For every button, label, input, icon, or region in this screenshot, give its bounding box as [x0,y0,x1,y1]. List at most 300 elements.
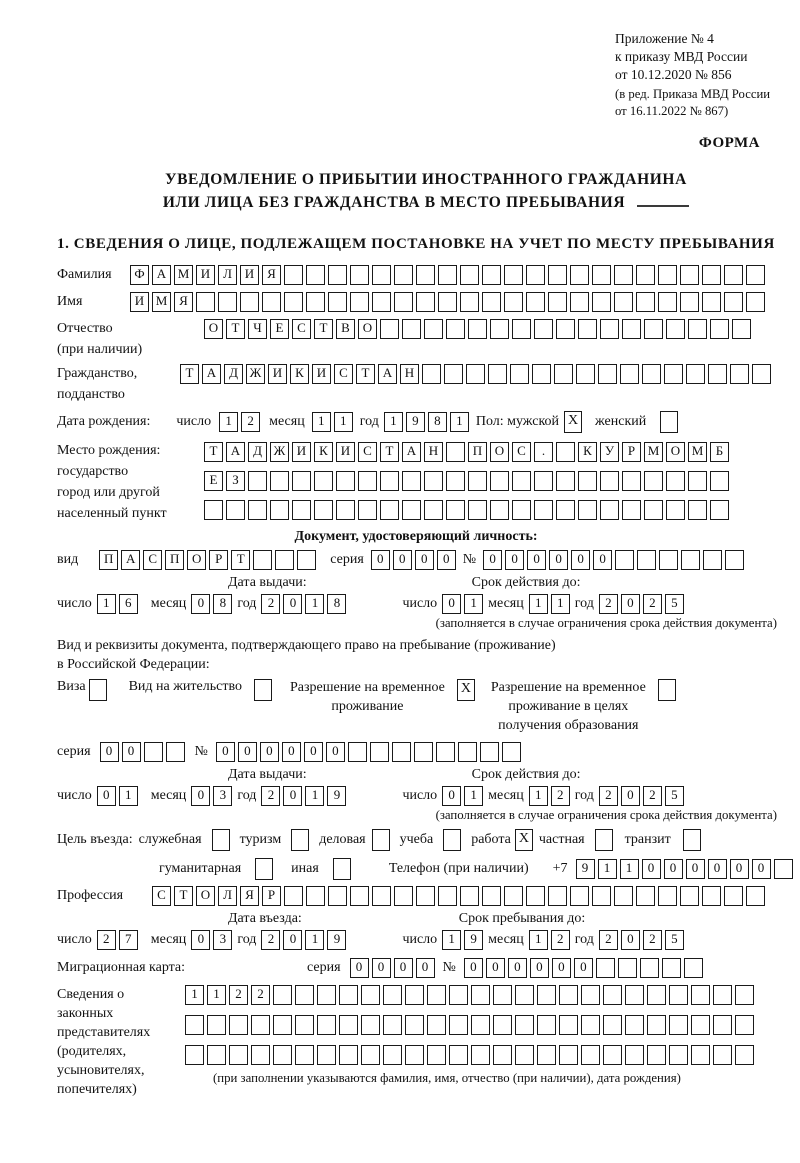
char-box[interactable] [710,319,729,339]
char-box[interactable]: 1 [207,985,226,1005]
char-box[interactable] [642,364,661,384]
char-box[interactable] [422,364,441,384]
char-box[interactable]: К [290,364,309,384]
char-box[interactable] [559,1045,578,1065]
char-box[interactable] [339,985,358,1005]
char-box[interactable]: Т [356,364,375,384]
char-box[interactable] [166,742,185,762]
char-box[interactable]: 8 [213,594,232,614]
char-box[interactable]: Д [248,442,267,462]
char-box[interactable] [372,292,391,312]
char-box[interactable] [532,364,551,384]
char-box[interactable] [644,471,663,491]
char-box[interactable]: 2 [643,594,662,614]
char-box[interactable] [576,364,595,384]
char-box[interactable] [556,442,575,462]
char-box[interactable] [603,985,622,1005]
char-box[interactable]: Р [209,550,228,570]
char-box[interactable] [559,985,578,1005]
char-box[interactable] [493,1015,512,1035]
char-box[interactable] [534,500,553,520]
char-box[interactable]: И [130,292,149,312]
visa-checkbox[interactable] [89,679,107,701]
char-box[interactable] [515,985,534,1005]
char-box[interactable]: 1 [384,412,403,432]
char-box[interactable]: 2 [241,412,260,432]
char-box[interactable] [468,471,487,491]
char-box[interactable] [449,1015,468,1035]
char-box[interactable] [372,886,391,906]
char-box[interactable] [427,985,446,1005]
char-box[interactable]: О [187,550,206,570]
char-box[interactable] [405,1045,424,1065]
char-box[interactable] [640,958,659,978]
char-box[interactable]: С [358,442,377,462]
char-box[interactable] [510,364,529,384]
char-box[interactable] [196,292,215,312]
char-box[interactable] [482,292,501,312]
char-box[interactable]: 1 [598,859,617,879]
char-box[interactable] [526,292,545,312]
char-box[interactable] [636,886,655,906]
char-box[interactable] [724,265,743,285]
char-box[interactable] [471,1045,490,1065]
char-box[interactable]: 0 [642,859,661,879]
char-box[interactable]: 6 [119,594,138,614]
char-box[interactable] [556,471,575,491]
char-box[interactable]: . [534,442,553,462]
char-box[interactable]: С [143,550,162,570]
char-box[interactable] [618,958,637,978]
char-box[interactable] [251,1045,270,1065]
char-box[interactable] [702,886,721,906]
char-box[interactable] [622,319,641,339]
char-box[interactable]: 2 [251,985,270,1005]
char-box[interactable] [471,985,490,1005]
char-box[interactable]: Е [204,471,223,491]
char-box[interactable]: 0 [437,550,456,570]
char-box[interactable]: 0 [393,550,412,570]
char-box[interactable]: И [292,442,311,462]
temp-permit-edu-checkbox[interactable] [658,679,676,701]
char-box[interactable] [424,500,443,520]
char-box[interactable]: 1 [529,786,548,806]
char-box[interactable]: И [196,265,215,285]
char-box[interactable]: О [358,319,377,339]
char-box[interactable] [600,471,619,491]
char-box[interactable] [383,985,402,1005]
char-box[interactable] [314,500,333,520]
char-box[interactable]: 8 [428,412,447,432]
char-box[interactable] [724,292,743,312]
char-box[interactable] [380,319,399,339]
char-box[interactable] [394,292,413,312]
char-box[interactable]: Т [174,886,193,906]
char-box[interactable]: З [226,471,245,491]
char-box[interactable] [658,886,677,906]
char-box[interactable] [436,742,455,762]
char-box[interactable] [427,1045,446,1065]
char-box[interactable]: У [600,442,619,462]
char-box[interactable] [735,1015,754,1035]
char-box[interactable] [493,1045,512,1065]
char-box[interactable] [578,471,597,491]
char-box[interactable] [534,471,553,491]
char-box[interactable] [275,550,294,570]
char-box[interactable] [306,265,325,285]
char-box[interactable] [703,550,722,570]
char-box[interactable] [449,1045,468,1065]
char-box[interactable] [662,958,681,978]
char-box[interactable]: 5 [665,930,684,950]
char-box[interactable]: Л [218,886,237,906]
char-box[interactable]: П [468,442,487,462]
char-box[interactable] [424,471,443,491]
char-box[interactable]: Ч [248,319,267,339]
char-box[interactable] [328,292,347,312]
char-box[interactable]: К [578,442,597,462]
char-box[interactable]: 0 [593,550,612,570]
char-box[interactable]: 2 [551,786,570,806]
char-box[interactable]: 1 [97,594,116,614]
char-box[interactable]: 0 [97,786,116,806]
char-box[interactable] [669,1045,688,1065]
char-box[interactable]: 1 [450,412,469,432]
char-box[interactable]: 9 [576,859,595,879]
char-box[interactable]: 0 [283,594,302,614]
char-box[interactable] [207,1015,226,1035]
char-box[interactable] [348,742,367,762]
char-box[interactable] [248,471,267,491]
char-box[interactable]: М [644,442,663,462]
purpose-business-checkbox[interactable] [372,829,390,851]
char-box[interactable]: 0 [191,930,210,950]
char-box[interactable] [603,1015,622,1035]
char-box[interactable]: С [512,442,531,462]
char-box[interactable] [708,364,727,384]
char-box[interactable]: Я [262,265,281,285]
char-box[interactable] [438,265,457,285]
char-box[interactable]: 0 [708,859,727,879]
char-box[interactable] [515,1015,534,1035]
char-box[interactable] [502,742,521,762]
char-box[interactable] [416,292,435,312]
char-box[interactable]: 3 [213,930,232,950]
char-box[interactable]: 0 [571,550,590,570]
char-box[interactable] [622,500,641,520]
char-box[interactable] [548,292,567,312]
char-box[interactable] [482,886,501,906]
char-box[interactable]: П [165,550,184,570]
char-box[interactable]: 2 [97,930,116,950]
char-box[interactable]: 1 [312,412,331,432]
char-box[interactable]: 5 [665,786,684,806]
char-box[interactable]: 0 [282,742,301,762]
char-box[interactable] [548,265,567,285]
char-box[interactable] [380,471,399,491]
char-box[interactable] [526,886,545,906]
char-box[interactable]: 0 [483,550,502,570]
char-box[interactable]: 9 [327,930,346,950]
char-box[interactable]: А [202,364,221,384]
char-box[interactable]: 0 [415,550,434,570]
char-box[interactable] [512,500,531,520]
char-box[interactable] [284,292,303,312]
char-box[interactable]: 1 [305,786,324,806]
char-box[interactable]: 0 [442,786,461,806]
char-box[interactable]: 0 [508,958,527,978]
char-box[interactable] [480,742,499,762]
char-box[interactable] [600,500,619,520]
char-box[interactable] [680,886,699,906]
char-box[interactable] [622,471,641,491]
char-box[interactable] [647,1045,666,1065]
char-box[interactable] [218,292,237,312]
char-box[interactable] [490,319,509,339]
char-box[interactable] [603,1045,622,1065]
char-box[interactable] [350,886,369,906]
char-box[interactable]: 1 [464,594,483,614]
char-box[interactable]: 7 [119,930,138,950]
char-box[interactable]: 2 [261,930,280,950]
residence-permit-checkbox[interactable] [254,679,272,701]
char-box[interactable]: Т [180,364,199,384]
char-box[interactable] [686,364,705,384]
char-box[interactable]: В [336,319,355,339]
char-box[interactable]: 0 [191,594,210,614]
char-box[interactable] [691,1045,710,1065]
char-box[interactable] [449,985,468,1005]
char-box[interactable] [504,292,523,312]
char-box[interactable] [570,886,589,906]
char-box[interactable] [414,742,433,762]
char-box[interactable]: Н [424,442,443,462]
char-box[interactable]: 0 [549,550,568,570]
char-box[interactable] [636,292,655,312]
char-box[interactable]: 2 [261,786,280,806]
char-box[interactable] [444,364,463,384]
char-box[interactable] [273,1045,292,1065]
char-box[interactable] [339,1045,358,1065]
purpose-work-checkbox[interactable]: X [515,829,533,851]
char-box[interactable]: О [204,319,223,339]
char-box[interactable]: 2 [261,594,280,614]
char-box[interactable] [248,500,267,520]
char-box[interactable] [680,265,699,285]
char-box[interactable] [402,319,421,339]
char-box[interactable]: 0 [304,742,323,762]
char-box[interactable]: О [196,886,215,906]
char-box[interactable] [592,886,611,906]
char-box[interactable] [512,471,531,491]
char-box[interactable]: 0 [752,859,771,879]
char-box[interactable]: 0 [100,742,119,762]
char-box[interactable] [460,886,479,906]
char-box[interactable] [681,550,700,570]
char-box[interactable] [361,1045,380,1065]
char-box[interactable] [336,500,355,520]
char-box[interactable] [402,500,421,520]
char-box[interactable] [207,1045,226,1065]
char-box[interactable] [752,364,771,384]
char-box[interactable]: Ж [246,364,265,384]
char-box[interactable]: 3 [213,786,232,806]
char-box[interactable]: 0 [122,742,141,762]
char-box[interactable] [402,471,421,491]
char-box[interactable]: М [174,265,193,285]
char-box[interactable] [659,550,678,570]
char-box[interactable]: 2 [599,930,618,950]
char-box[interactable] [658,292,677,312]
char-box[interactable] [416,886,435,906]
char-box[interactable] [460,292,479,312]
char-box[interactable] [317,1045,336,1065]
char-box[interactable] [684,958,703,978]
char-box[interactable]: 0 [260,742,279,762]
char-box[interactable] [578,500,597,520]
char-box[interactable] [273,1015,292,1035]
char-box[interactable] [504,886,523,906]
char-box[interactable] [735,1045,754,1065]
char-box[interactable] [460,265,479,285]
char-box[interactable] [438,292,457,312]
char-box[interactable] [534,319,553,339]
char-box[interactable]: 9 [406,412,425,432]
char-box[interactable] [394,265,413,285]
char-box[interactable]: 0 [530,958,549,978]
char-box[interactable] [713,1015,732,1035]
char-box[interactable]: 8 [327,594,346,614]
char-box[interactable] [458,742,477,762]
char-box[interactable]: К [314,442,333,462]
char-box[interactable]: 0 [505,550,524,570]
char-box[interactable]: Р [262,886,281,906]
char-box[interactable] [185,1045,204,1065]
char-box[interactable]: 1 [305,594,324,614]
purpose-transit-checkbox[interactable] [683,829,701,851]
char-box[interactable] [405,985,424,1005]
char-box[interactable]: 0 [552,958,571,978]
char-box[interactable]: 0 [191,786,210,806]
char-box[interactable] [370,742,389,762]
char-box[interactable] [358,471,377,491]
char-box[interactable] [614,292,633,312]
char-box[interactable]: Б [710,442,729,462]
char-box[interactable] [292,471,311,491]
char-box[interactable]: 1 [442,930,461,950]
char-box[interactable] [446,500,465,520]
temp-permit-checkbox[interactable]: X [457,679,475,701]
char-box[interactable] [284,886,303,906]
char-box[interactable] [295,1045,314,1065]
char-box[interactable] [471,1015,490,1035]
char-box[interactable] [724,886,743,906]
char-box[interactable] [229,1015,248,1035]
char-box[interactable]: И [336,442,355,462]
sex-male-checkbox[interactable]: X [564,411,582,433]
char-box[interactable]: М [152,292,171,312]
char-box[interactable] [625,1015,644,1035]
char-box[interactable] [490,471,509,491]
char-box[interactable] [328,265,347,285]
char-box[interactable]: 0 [372,958,391,978]
char-box[interactable] [581,985,600,1005]
char-box[interactable] [392,742,411,762]
char-box[interactable]: 9 [464,930,483,950]
char-box[interactable] [361,985,380,1005]
char-box[interactable] [710,471,729,491]
char-box[interactable] [598,364,617,384]
char-box[interactable] [559,1015,578,1035]
char-box[interactable]: Ф [130,265,149,285]
char-box[interactable] [226,500,245,520]
char-box[interactable] [725,550,744,570]
char-box[interactable] [600,319,619,339]
char-box[interactable]: А [152,265,171,285]
char-box[interactable]: 0 [371,550,390,570]
char-box[interactable] [358,500,377,520]
char-box[interactable] [424,319,443,339]
char-box[interactable]: И [240,265,259,285]
char-box[interactable] [273,985,292,1005]
char-box[interactable]: 5 [665,594,684,614]
char-box[interactable] [732,319,751,339]
char-box[interactable] [240,292,259,312]
char-box[interactable] [620,364,639,384]
char-box[interactable] [253,550,272,570]
char-box[interactable]: 2 [551,930,570,950]
char-box[interactable]: Т [226,319,245,339]
char-box[interactable] [488,364,507,384]
char-box[interactable]: 0 [238,742,257,762]
char-box[interactable] [383,1015,402,1035]
char-box[interactable] [746,886,765,906]
char-box[interactable] [328,886,347,906]
char-box[interactable]: 2 [643,786,662,806]
sex-female-checkbox[interactable] [660,411,678,433]
char-box[interactable]: 1 [219,412,238,432]
char-box[interactable]: Я [174,292,193,312]
char-box[interactable] [625,985,644,1005]
char-box[interactable] [262,292,281,312]
char-box[interactable]: 0 [283,930,302,950]
char-box[interactable] [644,319,663,339]
char-box[interactable] [614,886,633,906]
char-box[interactable]: 9 [327,786,346,806]
char-box[interactable]: 0 [416,958,435,978]
char-box[interactable] [361,1015,380,1035]
char-box[interactable] [592,265,611,285]
char-box[interactable] [570,292,589,312]
char-box[interactable]: 0 [394,958,413,978]
char-box[interactable] [556,500,575,520]
char-box[interactable] [625,1045,644,1065]
char-box[interactable] [438,886,457,906]
char-box[interactable]: 1 [334,412,353,432]
char-box[interactable]: 0 [621,930,640,950]
char-box[interactable] [581,1015,600,1035]
char-box[interactable] [504,265,523,285]
char-box[interactable] [468,500,487,520]
char-box[interactable] [270,471,289,491]
char-box[interactable]: Ж [270,442,289,462]
char-box[interactable]: С [152,886,171,906]
char-box[interactable] [680,292,699,312]
char-box[interactable] [647,1015,666,1035]
char-box[interactable]: А [378,364,397,384]
char-box[interactable] [466,364,485,384]
char-box[interactable] [427,1015,446,1035]
